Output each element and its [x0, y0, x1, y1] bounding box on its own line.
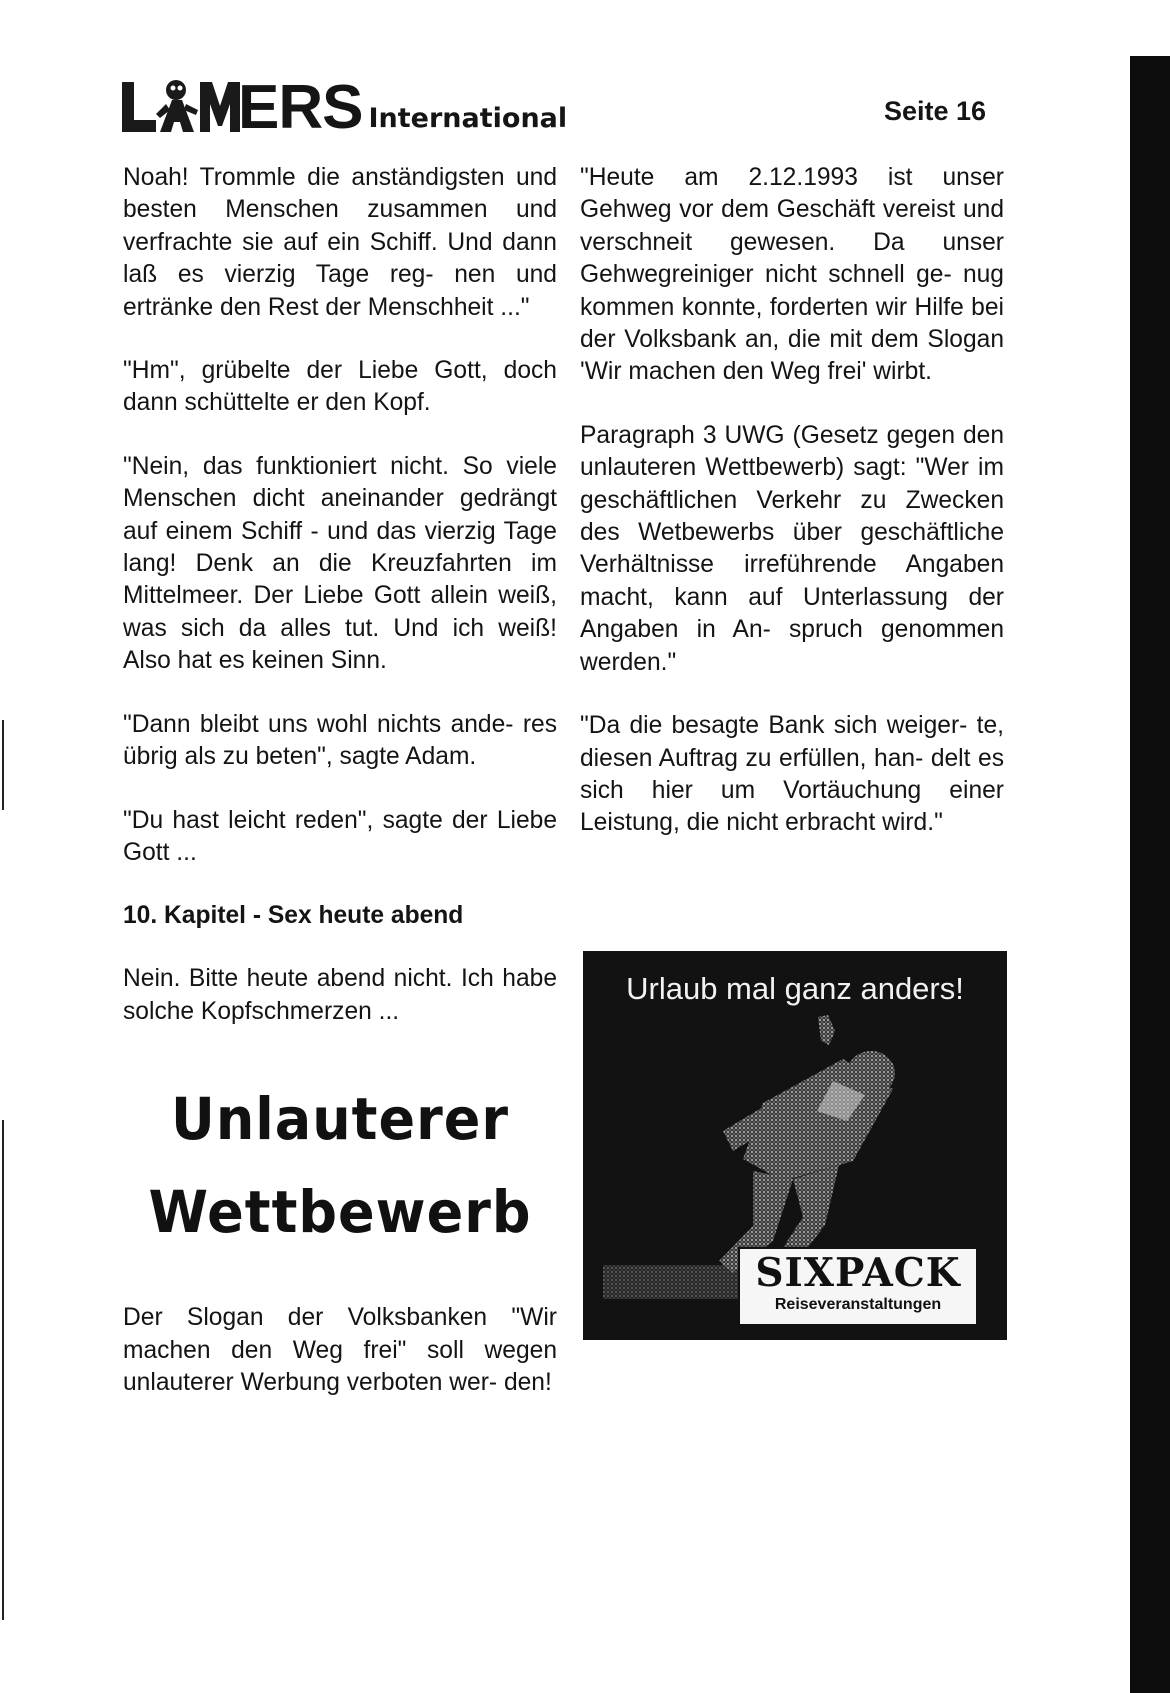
right-column	[580, 162, 1004, 871]
left-column	[123, 162, 557, 1430]
paragraph: "Heute am 2.12.1993 ist unser Gehweg vor dem Geschäft vereist und verschneit gewesen. Da unser Gehwegreiniger nicht schnell ge- nug kommen konnte, forderten wir Hilfe bei der Volksbank an, die mit dem Slogan 'Wir machen den Weg frei' wirbt.	[580, 164, 1004, 386]
paragraph: "Nein, das funktioniert nicht. So viele Menschen dicht aneinander gedrängt auf einem Schiff - und das vierzig Tage lang! Denk an die Kreuzfahrten im Mittelmeer. Der Liebe Gott allein weiß, was sich da alles tut. Und ich weiß! Also hat es keinen Sinn.	[123, 452, 557, 675]
ad-brand-box	[738, 1247, 978, 1326]
paragraph: "Hm", grübelte der Liebe Gott, doch dann schüttelte er den Kopf.	[123, 357, 557, 417]
ad-brand-name: SIXPACK	[755, 1250, 961, 1296]
paragraph: "Dann bleibt uns wohl nichts ande- res übrig als zu beten", sagte Adam.	[123, 710, 557, 771]
logo-subtitle: International	[368, 103, 568, 134]
ad-brand-subtitle: Reiseveranstaltungen	[774, 1296, 942, 1313]
paragraph: "Da die besagte Bank sich weiger- te, diesen Auftrag zu erfüllen, han- delt es sich hier um Vortäuchung einer Leistung, die nicht erbracht wird."	[580, 712, 1004, 837]
masthead	[120, 70, 568, 142]
headline-line: Unlauterer	[170, 1085, 509, 1154]
logo-wordmark-tail: ERS	[238, 73, 363, 142]
ad-headline: Urlaub mal ganz anders!	[626, 971, 964, 1006]
headline-line: Wettbewerb	[148, 1178, 532, 1247]
paragraph: Paragraph 3 UWG (Gesetz gegen den unlauteren Wettbewerb) sagt: "Wer im geschäftlichen Verkehr zu Zwecken des Wetbewerbs über geschäftliche Verhältnisse irreführende Angaben macht, kann auf Unterlassung der Angaben in An- spruch genommen werden."	[580, 421, 1004, 676]
scan-edge-shadow	[1130, 56, 1170, 1693]
paragraph: "Du hast leicht reden", sagte der Liebe Gott ...	[123, 806, 557, 866]
page-number: Seite 16	[884, 96, 987, 126]
lamers-logo-mark-icon	[120, 74, 240, 136]
paragraph: Der Slogan der Volksbanken "Wir machen den Weg frei" soll wegen unlauterer Werbung verboten wer- den!	[123, 1304, 557, 1396]
scan-edge-line	[2, 720, 4, 810]
article-headline	[123, 1073, 557, 1259]
paragraph: Noah! Trommle die anständigsten und besten Menschen zusammen und verfrachte sie auf ein Schiff. Und dann laß es vierzig Tage reg- nen und ertränke den Rest der Menschheit ..."	[123, 164, 557, 321]
paragraph: Nein. Bitte heute abend nicht. Ich habe solche Kopfschmerzen ...	[123, 965, 557, 1025]
advertisement	[583, 951, 1007, 1340]
chapter-heading: 10. Kapitel - Sex heute abend	[123, 902, 464, 930]
scan-edge-line	[2, 1120, 4, 1620]
